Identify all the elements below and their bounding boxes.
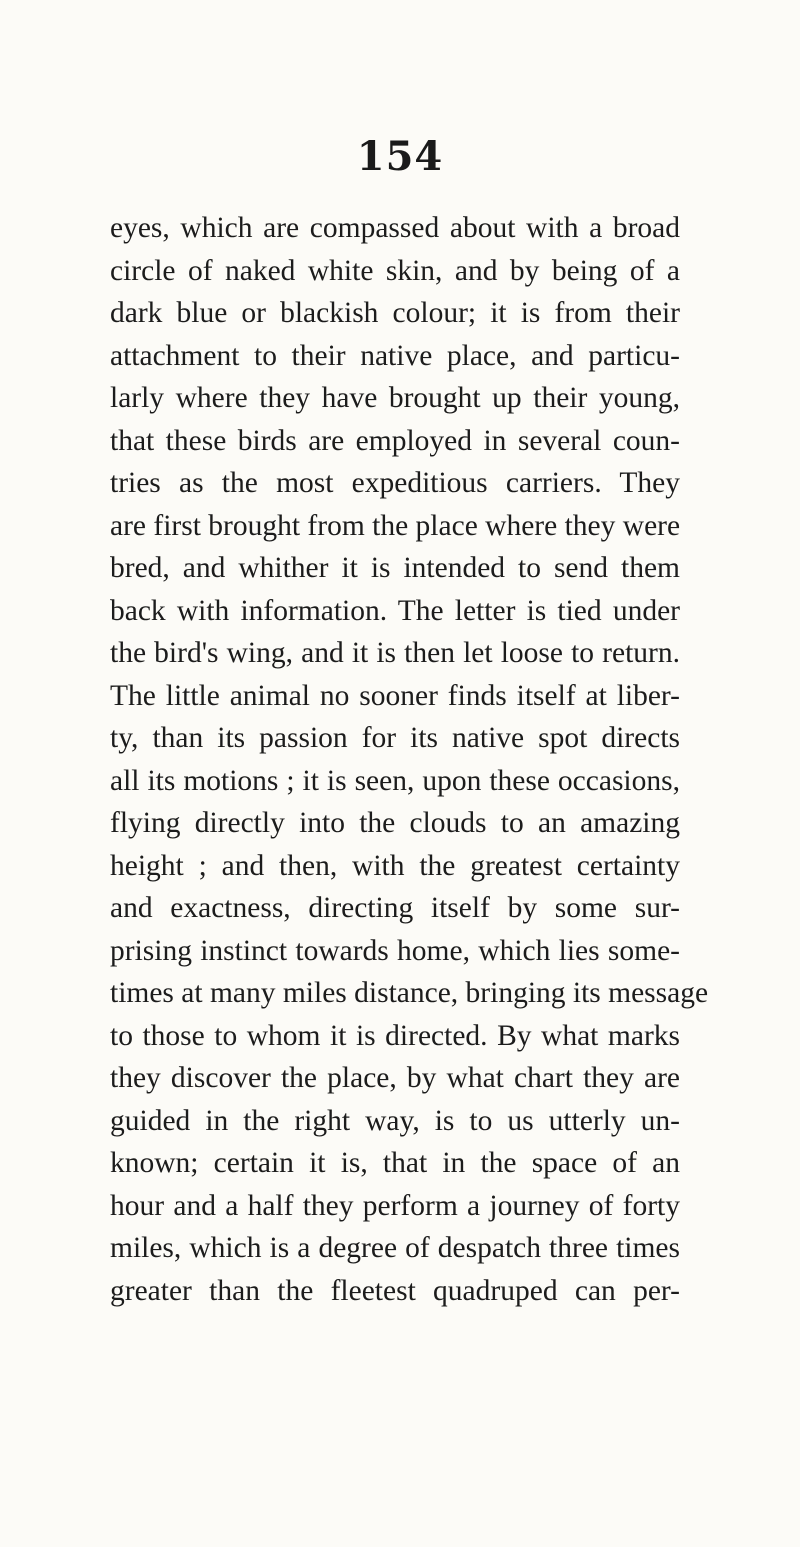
text-line: and exactness, directing itself by some sur-: [110, 892, 680, 924]
body-text: [110, 207, 709, 1312]
text-line: ty, than its passion for its native spot directs: [110, 722, 680, 754]
text-line: miles, which is a degree of despatch three times: [110, 1232, 680, 1264]
text-line: flying directly into the clouds to an amazing: [110, 807, 680, 839]
text-line: height ; and then, with the greatest certainty: [110, 849, 680, 882]
text-line: the bird's wing, and it is then let loose to return.: [110, 637, 680, 669]
text-line: are first brought from the place where they were: [110, 509, 681, 542]
text-line: The little animal no sooner finds itself at liber-: [110, 679, 680, 712]
text-line: bred, and whither it is intended to send them: [110, 552, 680, 584]
text-line: times at many miles distance, bringing its message: [110, 977, 709, 1009]
text-line: they discover the place, by what chart they are: [110, 1062, 680, 1094]
text-line: tries as the most expeditious carriers. They: [110, 467, 680, 499]
text-line: eyes, which are compassed about with a broad: [110, 212, 680, 244]
text-line: hour and a half they perform a journey of forty: [110, 1189, 680, 1222]
text-line: guided in the right way, is to us utterly un-: [110, 1104, 680, 1137]
text-line: circle of naked white skin, and by being of a: [110, 254, 680, 287]
text-line: larly where they have brought up their young,: [110, 382, 680, 414]
text-line: known; certain it is, that in the space of an: [110, 1147, 680, 1179]
text-line: dark blue or blackish colour; it is from their: [110, 297, 680, 329]
text-line: back with information. The letter is tied under: [110, 594, 680, 627]
text-line: greater than the fleetest quadruped can per-: [110, 1274, 680, 1307]
text-line: to those to whom it is directed. By what marks: [110, 1019, 680, 1052]
text-line: prising instinct towards home, which lies some-: [110, 934, 680, 967]
text-line: attachment to their native place, and particu-: [110, 339, 680, 372]
page-number: 154: [356, 133, 444, 180]
text-line: all its motions ; it is seen, upon these occasions,: [110, 764, 680, 797]
text-line: that these birds are employed in several coun-: [110, 424, 680, 457]
